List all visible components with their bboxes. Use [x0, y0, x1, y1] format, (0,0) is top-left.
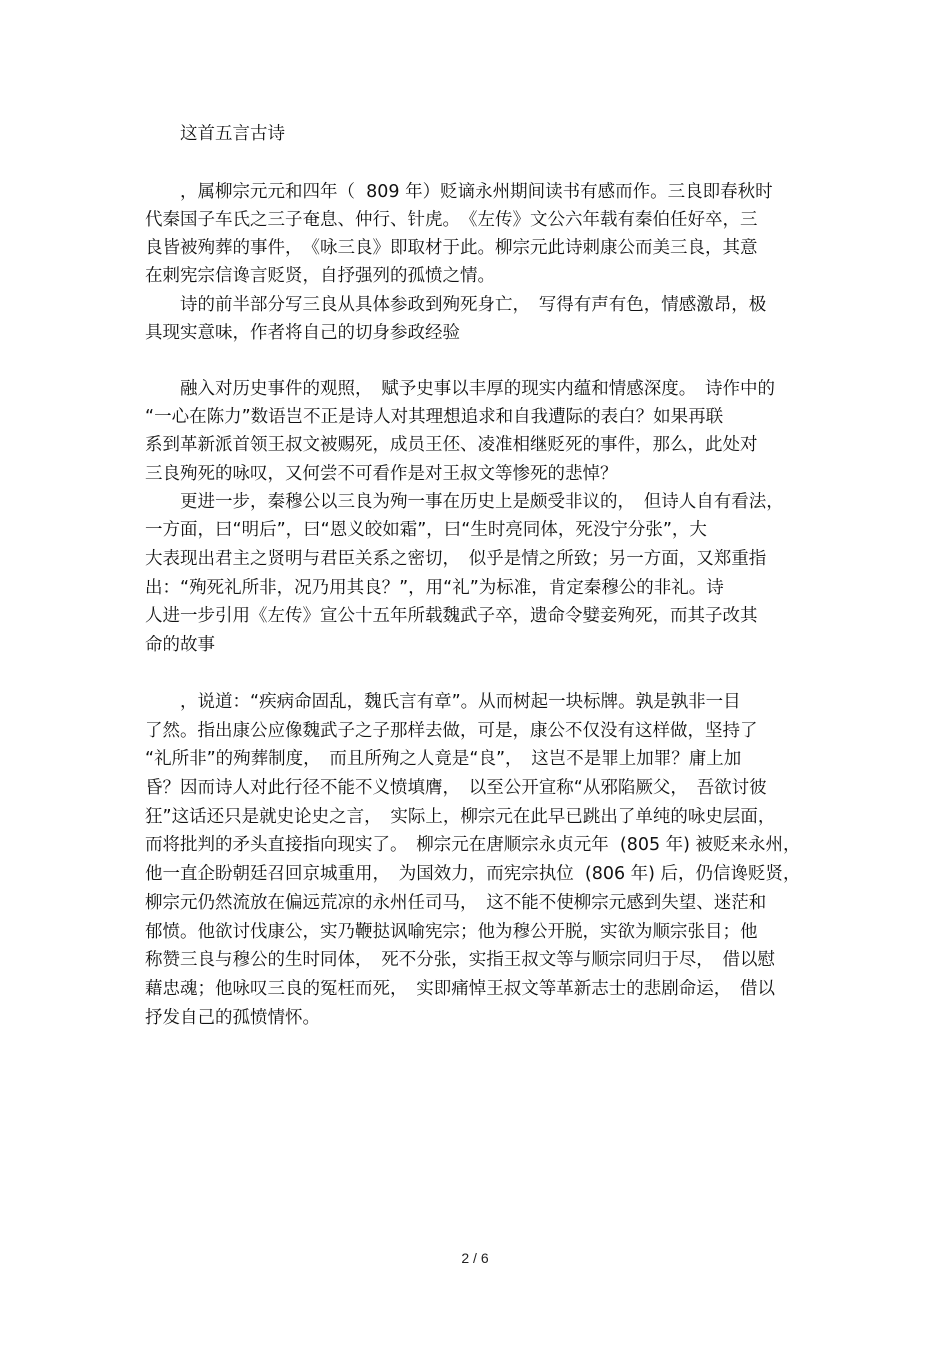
text-line: 一方面，曰“明后”，曰“恩义皎如霜”，曰“生时亮同体，死没宁分张”，大 — [145, 520, 707, 540]
text-line: 郁愤。他欲讨伐康公，实乃鞭挞讽喻宪宗；他为穆公开脱，实欲为顺宗张目；他 — [145, 922, 758, 942]
text-line: 昏？因而诗人对此行径不能不义愤填膺， 以至公开宣称“从邪陷厥父， 吾欲讨彼 — [145, 778, 767, 798]
text-line: ，属柳宗元元和四年（ 809 年）贬谪永州期间读书有感而作。三良即春秋时 — [145, 182, 773, 202]
text-line: 大表现出君主之贤明与君臣关系之密切， 似乎是情之所致；另一方面，又郑重指 — [145, 549, 767, 569]
text-line: 更进一步，秦穆公以三良为殉一事在历史上是颇受非议的， 但诗人自有看法， — [145, 492, 784, 512]
text-line: 人进一步引用《左传》宣公十五年所载魏武子卒，遗命令嬖妾殉死，而其子改其 — [145, 606, 758, 626]
text-line: “礼所非”的殉葬制度， 而且所殉之人竟是“良”， 这岂不是罪上加罪？庸上加 — [145, 749, 742, 769]
text-line: 诗的前半部分写三良从具体参政到殉死身亡， 写得有声有色，情感激昂，极 — [145, 295, 767, 315]
text-line: 狂”这话还只是就史论史之言， 实际上，柳宗元在此早已跳出了单纯的咏史层面， — [145, 807, 776, 827]
text-line: 命的故事 — [145, 635, 215, 655]
page-number: 2 / 6 — [461, 1250, 489, 1266]
text-line: 系到革新派首领王叔文被赐死，成员王伾、凌准相继贬死的事件，那么，此处对 — [145, 435, 758, 455]
text-line: 而将批判的矛头直接指向现实了。 柳宗元在唐顺宗永贞元年 (805 年) 被贬来永州， — [145, 835, 801, 855]
text-line: 代秦国子车氏之三子奄息、仲行、针虎。 《左传》文公六年载有秦伯任好卒，三 — [145, 210, 758, 230]
text-line: 具现实意味，作者将自己的切身参政经验 — [145, 323, 460, 343]
text-line: 了然。指出康公应像魏武子之子那样去做，可是，康公不仅没有这样做，坚持了 — [145, 721, 758, 741]
text-line: “一心在陈力”数语岂不正是诗人对其理想追求和自我遭际的表白？如果再联 — [145, 407, 724, 427]
text-line: 融入对历史事件的观照， 赋予史事以丰厚的现实内蕴和情感深度。 诗作中的 — [145, 379, 775, 399]
text-line: 柳宗元仍然流放在偏远荒凉的永州任司马， 这不能不使柳宗元感到失望、迷茫和 — [145, 893, 767, 913]
text-line: ，说道：“疾病命固乱，魏氏言有章”。从而树起一块标牌。孰是孰非一目 — [145, 692, 741, 712]
text-line: 藉忠魂；他咏叹三良的冤枉而死， 实即痛悼王叔文等革新志士的悲剧命运， 借以 — [145, 979, 775, 999]
text-line: 抒发自己的孤愤情怀。 — [145, 1008, 320, 1028]
text-line: 三良殉死的咏叹，又何尝不可看作是对王叔文等惨死的悲悼？ — [145, 464, 618, 484]
text-line: 称赞三良与穆公的生时同体， 死不分张，实指王叔文等与顺宗同归于尽， 借以慰 — [145, 950, 775, 970]
text-line: 良皆被殉葬的事件， 《咏三良》即取材于此。柳宗元此诗刺康公而美三良，其意 — [145, 238, 758, 258]
text-line: 这首五言古诗 — [145, 124, 285, 144]
text-line: 出：“殉死礼所非，况乃用其良？”，用“礼”为标准，肯定秦穆公的非礼。诗 — [145, 578, 724, 598]
text-line: 在刺宪宗信谗言贬贤，自抒强列的孤愤之情。 — [145, 266, 495, 286]
text-line: 他一直企盼朝廷召回京城重用， 为国效力，而宪宗执位 (806 年) 后，仍信谗贬贤， — [145, 864, 801, 884]
